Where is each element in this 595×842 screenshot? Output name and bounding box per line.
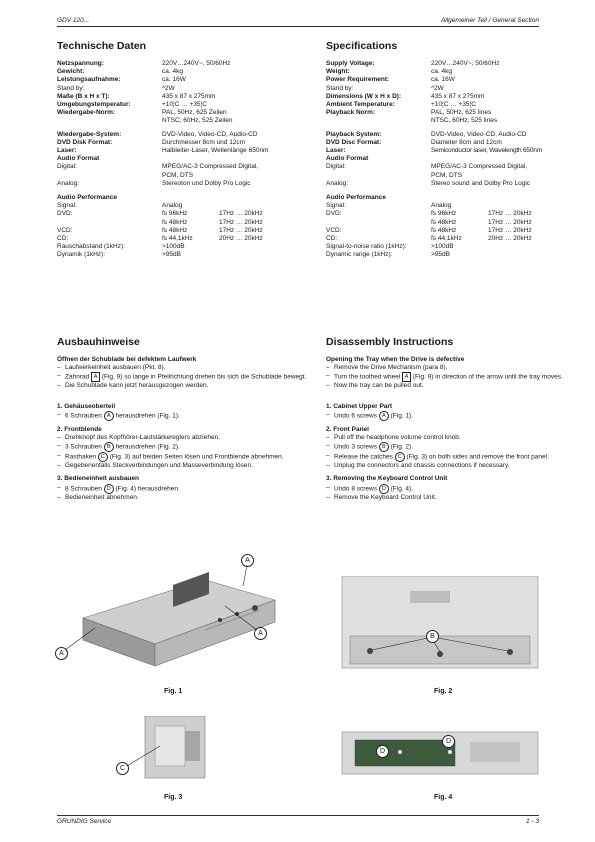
step-heading: 3. Bedieneinheit ausbauen: [57, 475, 139, 483]
callout-b: B: [426, 630, 439, 643]
ap-row: Signal: Analog: [57, 202, 183, 210]
ap-row: VCD: fs 48kHz 17Hz … 20kHz: [57, 226, 263, 234]
step-heading: 3. Removing the Keyboard Control Unit: [326, 475, 448, 483]
step-heading: 1. Gehäuseoberteil: [57, 402, 116, 410]
list-item: – Die Schublade kann jetzt herausgezogen werden.: [57, 382, 209, 390]
spec-row: Netzspannung: 220V…240V~, 50/60Hz: [57, 60, 231, 67]
figure-1-caption: Fig. 1: [164, 688, 183, 695]
list-item: – Now the tray can be pulled out.: [326, 382, 424, 390]
figure-3-image: [115, 716, 215, 786]
label-a-circle: A: [104, 411, 114, 421]
ap-row: Signal: Analog: [326, 202, 452, 210]
ap-row: CD: fs 44,1kHz 20Hz … 20kHz: [57, 235, 263, 243]
list-item: – Rasthaken C (Fig. 3) auf beiden Seiten lösen und Frontblende abnehmen.: [57, 452, 284, 461]
spec-row: Ambient Temperature: +10¦C … +35¦C: [326, 101, 476, 109]
callout-a: A: [55, 647, 68, 660]
list-item: – Undo 3 screws B (Fig. 2).: [326, 442, 414, 451]
figure-4-caption: Fig. 4: [434, 794, 453, 801]
leader-lines: [55, 548, 295, 673]
list-item: – Turn the toothed wheel A (Fig. 9) in direction of the arrow until the tray moves.: [326, 372, 563, 382]
label-a-box: A: [402, 372, 411, 382]
figure-2-caption: Fig. 2: [434, 688, 453, 695]
spec-row: Digital: MPEG/AC-3 Compressed Digital,: [57, 163, 259, 171]
label-d-circle: D: [104, 484, 114, 494]
ap-row: fs 48kHz 17Hz … 20kHz: [431, 218, 532, 226]
spec-row: Umgebungstemperatur: +10¦C … +35¦C: [57, 101, 207, 109]
header-left: GDV 120...: [57, 17, 90, 24]
label-d-circle: D: [379, 484, 389, 494]
spec-row: DVD Disk Format: Durchmesser 8cm und 12cm: [57, 138, 246, 146]
list-item: – Pull off the headphone volume control knob.: [326, 434, 461, 442]
list-item: – Unplug the connectors and chassis connections if necessary.: [326, 462, 510, 470]
ap-row: Dynamic range (1kHz): >95dB: [326, 251, 450, 259]
callout-c: C: [116, 762, 129, 775]
disassembly-en: [326, 336, 576, 502]
list-item: – Laufwerkeinheit ausbauen (Pkt. 8).: [57, 364, 166, 372]
leader-lines: [340, 576, 540, 671]
instructions-de: [57, 356, 307, 502]
spec-row: Maße (B x H x T): 435 x 87 x 275mm: [57, 92, 216, 100]
step-heading: 1. Cabinet Upper Part: [326, 402, 393, 410]
list-item: – Gegebenenfalls Steckverbindungen und Masseverbindung lösen.: [57, 462, 253, 470]
audio-performance-table-de: [57, 202, 307, 259]
spec-row: NTSC, 60Hz, 525 Zeilen: [162, 117, 233, 125]
column-german: [57, 40, 307, 260]
leader-lines: [115, 716, 215, 786]
spec-row: Playback Norm: PAL, 50Hz, 625 lines: [326, 109, 492, 117]
label-a-circle: A: [379, 411, 389, 421]
audio-performance-heading: Audio Performance: [326, 194, 386, 202]
spec-row: Stand by: ^2W: [57, 84, 175, 92]
list-item: – Remove the Keyboard Control Unit.: [326, 493, 437, 501]
list-item: – 8 Schrauben D (Fig. 4) herausdrehen.: [57, 483, 180, 493]
step-heading: Opening the Tray when the Drive is defective: [326, 356, 465, 363]
spec-row: Wiedergabe-System: DVD-Video, Video-CD, Audio-CD: [57, 130, 258, 138]
footer-right: 1 - 3: [525, 818, 539, 825]
footer-rule: [57, 815, 539, 816]
label-a-box: A: [91, 372, 100, 382]
figure-2-image: [340, 576, 540, 671]
audio-format-heading: Audio Format: [326, 155, 369, 163]
section-title-disassembly: Disassembly Instructions: [326, 336, 454, 348]
callout-d: D: [376, 745, 389, 758]
list-item: – 6 Schrauben A herausdrehen (Fig. 1).: [57, 410, 180, 420]
spec-row: Dimensions (W x H x D): 435 x 87 x 275mm: [326, 92, 485, 100]
footer-left: GRUNDIG Service: [57, 818, 112, 825]
figure-4-image: [340, 730, 540, 778]
step-heading: 2. Frontblende: [57, 425, 102, 433]
step-heading: Öffnen der Schublade bei defektem Laufwerk: [57, 356, 197, 363]
header-right: Allgemeiner Teil / General Section: [440, 17, 539, 24]
list-item: – 3 Schrauben B herausdrehen (Fig. 2).: [57, 442, 180, 451]
callout-d: D: [442, 735, 455, 748]
spec-row: NTSC, 60Hz, 525 lines: [431, 117, 498, 125]
spec-row: Laser: Halbleiter-Laser, Wellenlänge 650nm: [57, 147, 269, 155]
column-english: [326, 40, 576, 260]
spec-row: Analog: Stereo sound and Dolby Pro Logic: [326, 179, 531, 187]
ap-row: VCD: fs 48kHz 17Hz … 20kHz: [326, 226, 532, 234]
callout-a: A: [241, 554, 254, 567]
list-item: – Release the catches C (Fig. 3) on both sides and remove the front panel.: [326, 452, 549, 461]
ap-row: Signal-to-noise ratio (1kHz): >100dB: [326, 243, 454, 251]
spec-row: Supply Voltage: 220V…240V~, 50/60Hz: [326, 60, 500, 67]
label-c-circle: C: [98, 452, 108, 462]
spec-row: Analog: Stereoton und Dolby Pro Logic: [57, 179, 251, 187]
list-item: – Zahnrad A (Fig. 9) so lange in Pfeilrichtung drehen bis sich die Schublade bewegt.: [57, 372, 307, 382]
spec-row: PCM, DTS: [431, 171, 463, 179]
ap-row: fs 48kHz 17Hz … 20kHz: [162, 218, 263, 226]
audio-performance-table-en: [326, 202, 576, 259]
section-title-ausbauhinweise: Ausbauhinweise: [57, 336, 140, 348]
ap-row: CD: fs 44,1kHz 20Hz … 20kHz: [326, 235, 532, 243]
list-item: – Undo 8 screws D (Fig. 4).: [326, 483, 414, 493]
spec-row: Stand by: ^2W: [326, 84, 444, 92]
instructions-en: [326, 356, 576, 502]
list-item: – Drehknopf des Kopfhörer-Lautstärkereglers abziehen.: [57, 434, 221, 442]
spec-row: Leistungsaufnahme: ca. 16W: [57, 76, 186, 84]
spec-list-en: [326, 60, 576, 260]
audio-performance-heading: Audio Performance: [57, 194, 117, 202]
label-b-circle: B: [379, 442, 389, 452]
label-c-circle: C: [395, 452, 405, 462]
spec-row: Weight: ca. 4kg: [326, 68, 452, 76]
disassembly-de: [57, 336, 307, 502]
step-heading: 2. Front Panel: [326, 425, 369, 433]
spec-row: Playback System: DVD-Video, Video-CD, Audio-CD: [326, 130, 527, 138]
ap-row: Dynamik (1kHz): >95dB: [57, 251, 181, 259]
spec-row: Power Requirement: ca. 16W: [326, 76, 455, 84]
audio-format-heading: Audio Format: [57, 155, 100, 163]
list-item: – Bedieneinheit abnehmen.: [57, 493, 139, 501]
spec-row: Laser: Semiconductor laser, Wavelength 650nm: [326, 147, 542, 155]
spec-list-de: [57, 60, 307, 260]
figure-1-image: [55, 548, 295, 673]
callout-a: A: [254, 627, 267, 640]
list-item: – Remove the Drive Mechanism (para 8).: [326, 364, 448, 372]
spec-row: Gewicht: ca. 4kg: [57, 68, 183, 76]
spec-row: DVD Disc Format: Diameter 8cm and 12cm: [326, 138, 502, 146]
ap-row: DVD: fs 96kHz 17Hz … 20kHz: [326, 210, 532, 218]
section-title-specifications: Specifications: [326, 40, 398, 52]
header-rule: [57, 26, 539, 27]
section-title-technische-daten: Technische Daten: [57, 40, 147, 52]
keyboard-control-unit-illustration: [340, 730, 540, 778]
figure-3-caption: Fig. 3: [164, 794, 183, 801]
label-b-circle: B: [104, 442, 114, 452]
spec-row: Digital: MPEG/AC-3 Compressed Digital,: [326, 163, 528, 171]
list-item: – Undo 6 screws A (Fig. 1).: [326, 410, 414, 420]
ap-row: DVD: fs 96kHz 17Hz … 20kHz: [57, 210, 263, 218]
ap-row: Rauschabstand (1kHz): >100dB: [57, 243, 185, 251]
spec-row: Wiedergabe-Norm: PAL, 50Hz, 625 Zeilen: [57, 109, 227, 117]
spec-row: PCM, DTS: [162, 171, 194, 179]
